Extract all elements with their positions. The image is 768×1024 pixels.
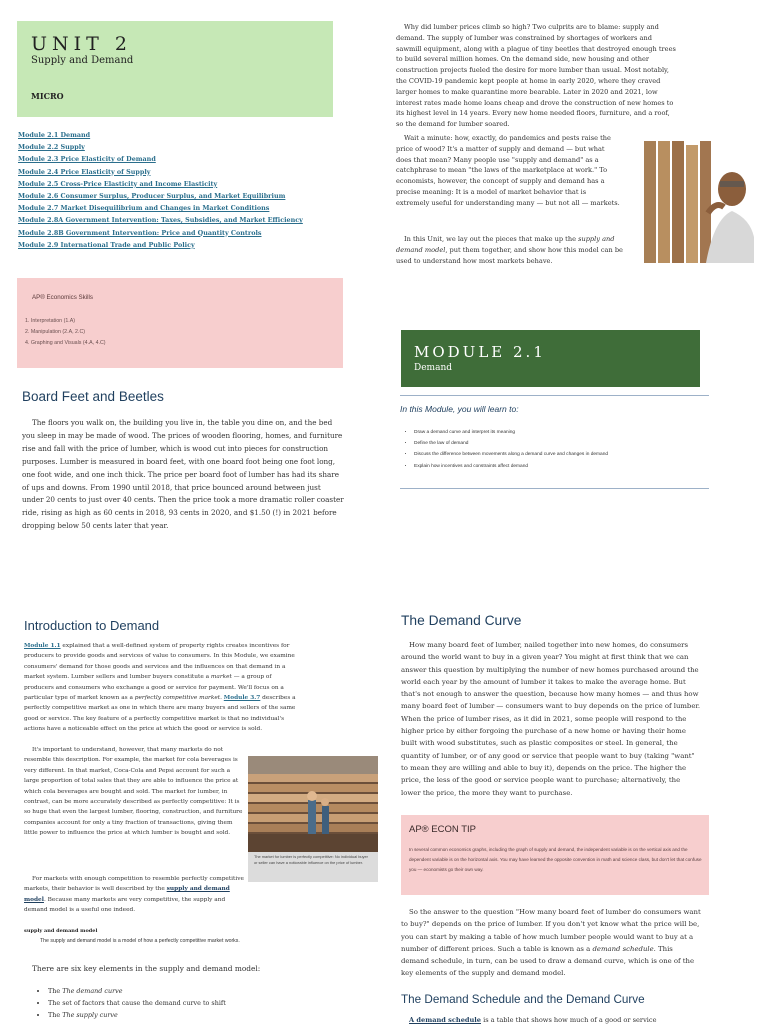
element-item: • The The demand curve <box>48 986 226 998</box>
skills-item: 1. Interpretation (1.A) <box>25 318 76 324</box>
module-link[interactable]: Module 2.3 Price Elasticity of Demand <box>18 155 156 164</box>
text: describes a perfectly competitive market as one in which there are many buyers and sellers of the same good or service. The key feature of a perfectly competitive market is that no individual's actions have a noticeable effect on the price at which the good or service is sold. <box>24 695 296 733</box>
objective-item: • Discuss the difference between movements along a demand curve and changes in demand <box>414 449 724 460</box>
lumber-photo <box>628 141 754 263</box>
text: For markets with enough competition to resemble perfectly competitive markets, their behavior is well described by the <box>24 876 244 893</box>
text: explained that a well-defined system of property rights creates incentives for producers to provide goods and services of value to consumers. In this Module, we examine consumers' demand for those goods and services and the influences on that demand in a market system. Lumber sellers and lumber buyers constitute a <box>24 643 295 681</box>
unit-banner <box>17 21 333 117</box>
six-elements-text: There are six key elements in the supply and demand model: <box>32 964 261 973</box>
divider <box>400 488 709 489</box>
text: — a group of producers and consumers who exchange a good or service for payment. We'll focus on a particular type of market known as a <box>24 674 284 702</box>
definition-text: The supply and demand model is a model of how a perfectly competitive market works. <box>40 938 240 944</box>
element-item: • The set of factors that cause the demand curve to shift <box>48 998 226 1010</box>
divider <box>400 395 709 396</box>
module-link[interactable]: Module 2.7 Market Disequilibrium and Changes in Market Conditions <box>18 204 270 213</box>
objective-item: • Define the law of demand <box>414 438 724 449</box>
tip-box <box>401 815 709 895</box>
text: . This demand schedule, in turn, can be used to draw a demand curve, which is one of the key elements of the supply and demand model. <box>401 944 695 978</box>
unit-para-end: , put them together, and show how this model can be used to understand how most markets behave. <box>396 245 623 265</box>
objective-item: • Explain how incentives and constraints affect demand <box>414 461 724 472</box>
demand-schedule-link[interactable]: A demand schedule <box>409 1016 481 1024</box>
element-text: The demand curve <box>62 987 123 995</box>
section-heading-schedule: The Demand Schedule and the Demand Curve <box>401 993 645 1006</box>
unit-subtitle: Supply and Demand <box>31 55 134 66</box>
paragraph-intro-2: It's important to understand, however, that many markets do not resemble this description. For example, the market for cola beverages is very different. In that market, Coca-Cola and Pepsi account for such a large proportion of total sales that they are able to influence the price at which cola beverages are bought and sold. The market for lumber, in contrast, can be more accurately described as perfectly competitive: It is so huge that even the largest lumber, flooring, construction, and furniture companies account for only a tiny fraction of transactions, giving them little power to influence the price at which lumber is bought and sold. <box>24 747 243 837</box>
elements-list <box>34 986 226 1021</box>
paragraph-wait: Wait a minute: how, exactly, do pandemics and pests raise the price of wood? It's a matter of supply and demand — but what does that mean? Many people use "supply and demand" as a catchphrase to mean "the laws of the marketplace at work." To economists, however, the concept of supply and demand has a precise meaning: It is a model of market behavior that is extremely useful for understanding many — but not all — markets. <box>396 134 620 207</box>
skills-box <box>17 278 343 368</box>
text: So the answer to the question "How many board feet of lumber do consumers want to buy?" depends on the price of lumber. If you don't yet know what the price will be, you can start by making a table of how much lumber people would want to buy at a number of different prices. Such a table is known as a <box>401 908 701 953</box>
section-heading-board-feet: Board Feet and Beetles <box>22 389 164 404</box>
unit-para-term: supply and demand model <box>396 235 615 254</box>
skills-item: 4. Graphing and Visuals (4.A, 4.C) <box>25 340 106 346</box>
section-heading-intro: Introduction to Demand <box>24 618 160 633</box>
text: . <box>220 695 224 702</box>
learning-objectives <box>400 427 724 472</box>
paragraph-in-this-unit <box>396 234 628 266</box>
paragraph-intro-3 <box>24 874 248 916</box>
term: market <box>210 674 232 681</box>
module-subtitle: Demand <box>414 363 452 373</box>
module-link[interactable]: Module 2.8B Government Intervention: Price and Quantity Controls <box>18 228 262 237</box>
definition-term: supply and demand model <box>24 928 98 934</box>
tip-title: AP® ECON TIP <box>409 824 477 835</box>
term: demand schedule <box>592 944 654 953</box>
paragraph-board-feet: The floors you walk on, the building you live in, the table you dine on, and the bed you sleep in may be made of wood. The prices of wooden flooring, homes, and furniture rise and fall with the price of lumber, which is wood cut into pieces for construction purposes. Lumber is measured in board feet, with one board foot being one foot long, one foot wide, and one inch thick. The price per board foot of lumber has had its share of ups and downs. From 1990 until 2018, that price bounced around between just under 20 cents to just over 40 cents. Then the price took a more dramatic roller coaster ride, rising as high as 60 cents in 2018, 93 cents in 2020, and $1.50 (!) in 2021 before dropping below 50 cents later that year. <box>22 418 344 531</box>
text: . Because many markets are very competitive, the supply and demand model is a useful one indeed. <box>24 896 226 914</box>
unit-para-start: In this Unit, we lay out the pieces that make up the <box>404 235 579 243</box>
module-list <box>18 129 348 251</box>
module-link[interactable]: Module 2.9 International Trade and Public Policy <box>18 240 195 249</box>
skills-title: AP® Economics Skills <box>32 294 93 301</box>
element-text: The supply curve <box>62 1010 118 1019</box>
module-title: MODULE 2.1 <box>414 343 546 361</box>
paragraph-demand-curve: How many board feet of lumber, nailed together into new homes, do consumers around the world want to buy in a given year? You might at first think that we can answer this question by multiplying the number of new homes purchased around the world each year by the amount of lumber it takes to make the average home. But that's not enough to answer the question, because how many homes — and thus how many board feet of lumber — consumers want to buy depends on the price of lumber. When the price of lumber rises, as it did in 2021, some people will respond to the higher price by either forgoing the purchase of a new home or having their home built with wood substitutes, such as plastic composites or steel. In general, the quantity of lumber, or of any good or service that people want to buy (taking "want" to mean they are willing and able to buy it), depends on the price. The higher the price, the less of the good or service people want to purchase; alternatively, the lower the price, the more they want to purchase. <box>401 641 701 797</box>
module-link[interactable]: Module 2.2 Supply <box>18 143 85 152</box>
module-3-7-link[interactable]: Module 3.7 <box>223 695 261 702</box>
skills-item: 2. Manipulation (2.A, 2.C) <box>25 329 86 335</box>
section-heading-demand-curve: The Demand Curve <box>401 613 522 628</box>
tip-text: In several common economics graphs, including the graph of supply and demand, the independent variable is on the vertical axis and the dependent variable is on the horizontal axis. You may have learned the opposite convention in math and science class, but don't let that confuse you — economists go their own way. <box>409 847 702 872</box>
module-1-1-link[interactable]: Module 1.1 <box>24 643 61 649</box>
module-link[interactable]: Module 2.5 Cross-Price Elasticity and Income Elasticity <box>18 179 218 188</box>
module-link[interactable]: Module 2.6 Consumer Surplus, Producer Surplus, and Market Equilibrium <box>18 192 286 201</box>
skills-list <box>25 316 106 349</box>
term: perfectly competitive market <box>134 695 221 702</box>
text: is a table that shows how much of a good or service <box>481 1016 657 1024</box>
unit-title: UNIT 2 <box>31 33 132 55</box>
warehouse-photo <box>248 756 378 852</box>
module-banner <box>401 330 700 387</box>
supply-demand-model-link[interactable]: supply and demand model <box>24 886 230 903</box>
learn-label: In this Module, you will learn to: <box>400 404 519 414</box>
paragraph-why-prices: Why did lumber prices climb so high? Two culprits are to blame: supply and demand. The supply of lumber was constrained by shortages of workers and sawmill equipment, along with a plague of tiny beetles that destroyed enough trees to build several million homes. On the demand side, new housing and other construction projects fueled the desire for more lumber than usual. Most notably, the COVID-19 pandemic kept people at home in early 2020, where they craved larger homes to make quarantine more bearable. Later in 2020 and 2021, low interest rates made home loans cheap and drove the construction of new homes to its highest level in 14 years. Every new home needed floors, furniture, and a roof, so the demand for lumber soared. <box>396 23 676 129</box>
paragraph-demand-schedule <box>401 906 701 980</box>
paragraph-intro <box>24 641 296 735</box>
module-link[interactable]: Module 2.8A Government Intervention: Taxes, Subsidies, and Market Efficiency <box>18 216 303 225</box>
unit-level: MICRO <box>31 91 64 101</box>
module-link[interactable]: Module 2.1 Demand <box>18 131 91 139</box>
objective-item: • Draw a demand curve and interpret its meaning <box>414 427 724 438</box>
photo-caption: The market for lumber is perfectly competitive: No individual buyer or seller can have a noticeable influence on the price of lumber. <box>248 852 378 882</box>
element-item: • The The supply curve <box>48 1010 226 1022</box>
cut-off-line <box>409 1016 657 1024</box>
module-link[interactable]: Module 2.4 Price Elasticity of Supply <box>18 167 151 176</box>
